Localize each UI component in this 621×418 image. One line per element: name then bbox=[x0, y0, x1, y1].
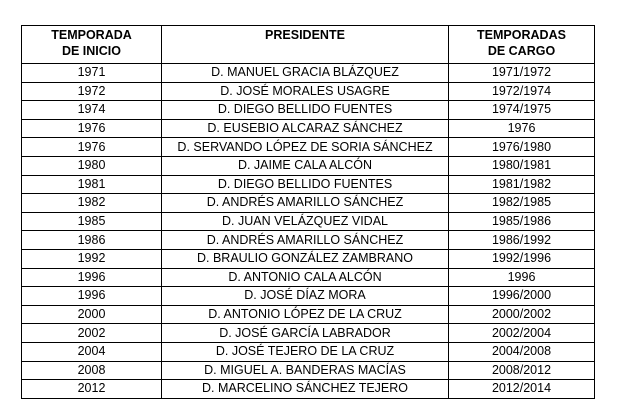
header-line: TEMPORADAS bbox=[477, 28, 566, 42]
cell-temporada-inicio: 2008 bbox=[22, 361, 162, 380]
cell-temporadas-cargo: 1971/1972 bbox=[449, 64, 595, 83]
cell-presidente: D. JAIME CALA ALCÓN bbox=[162, 156, 449, 175]
table-row bbox=[22, 342, 595, 361]
cell-temporadas-cargo: 1996 bbox=[449, 268, 595, 287]
table-row bbox=[22, 138, 595, 157]
table-row bbox=[22, 156, 595, 175]
header-presidente bbox=[162, 26, 449, 64]
cell-presidente: D. MIGUEL A. BANDERAS MACÍAS bbox=[162, 361, 449, 380]
cell-temporada-inicio: 1974 bbox=[22, 101, 162, 120]
cell-temporadas-cargo: 1981/1982 bbox=[449, 175, 595, 194]
table-row bbox=[22, 64, 595, 83]
cell-presidente: D. EUSEBIO ALCARAZ SÁNCHEZ bbox=[162, 119, 449, 138]
cell-presidente: D. ANTONIO LÓPEZ DE LA CRUZ bbox=[162, 305, 449, 324]
cell-temporadas-cargo: 1974/1975 bbox=[449, 101, 595, 120]
cell-temporada-inicio: 2012 bbox=[22, 380, 162, 399]
cell-temporada-inicio: 1996 bbox=[22, 287, 162, 306]
cell-temporadas-cargo: 1992/1996 bbox=[449, 249, 595, 268]
cell-temporada-inicio: 1972 bbox=[22, 82, 162, 101]
cell-presidente: D. BRAULIO GONZÁLEZ ZAMBRANO bbox=[162, 249, 449, 268]
table-row bbox=[22, 361, 595, 380]
cell-temporada-inicio: 2000 bbox=[22, 305, 162, 324]
cell-presidente: D. DIEGO BELLIDO FUENTES bbox=[162, 101, 449, 120]
cell-temporadas-cargo: 1982/1985 bbox=[449, 194, 595, 213]
cell-temporada-inicio: 1980 bbox=[22, 156, 162, 175]
table-row bbox=[22, 175, 595, 194]
header-line: TEMPORADA bbox=[51, 28, 132, 42]
cell-temporada-inicio: 1986 bbox=[22, 231, 162, 250]
table-row bbox=[22, 119, 595, 138]
cell-presidente: D. ANDRÉS AMARILLO SÁNCHEZ bbox=[162, 231, 449, 250]
cell-presidente: D. DIEGO BELLIDO FUENTES bbox=[162, 175, 449, 194]
cell-temporadas-cargo: 2002/2004 bbox=[449, 324, 595, 343]
cell-presidente: D. JUAN VELÁZQUEZ VIDAL bbox=[162, 212, 449, 231]
table-row bbox=[22, 82, 595, 101]
header-line: PRESIDENTE bbox=[265, 28, 345, 42]
cell-temporada-inicio: 2004 bbox=[22, 342, 162, 361]
presidents-table bbox=[21, 25, 595, 399]
table-row bbox=[22, 380, 595, 399]
table-body bbox=[22, 64, 595, 399]
header-temporada-de-inicio bbox=[22, 26, 162, 64]
cell-temporadas-cargo: 1985/1986 bbox=[449, 212, 595, 231]
cell-presidente: D. JOSÉ MORALES USAGRE bbox=[162, 82, 449, 101]
table-row bbox=[22, 231, 595, 250]
table-row bbox=[22, 268, 595, 287]
cell-presidente: D. MARCELINO SÁNCHEZ TEJERO bbox=[162, 380, 449, 399]
cell-presidente: D. MANUEL GRACIA BLÁZQUEZ bbox=[162, 64, 449, 83]
cell-presidente: D. JOSÉ GARCÍA LABRADOR bbox=[162, 324, 449, 343]
cell-temporadas-cargo: 2000/2002 bbox=[449, 305, 595, 324]
table-row bbox=[22, 212, 595, 231]
cell-presidente: D. JOSÉ TEJERO DE LA CRUZ bbox=[162, 342, 449, 361]
cell-temporadas-cargo: 1976 bbox=[449, 119, 595, 138]
table-row bbox=[22, 194, 595, 213]
table-row bbox=[22, 249, 595, 268]
table-header bbox=[22, 26, 595, 64]
cell-temporada-inicio: 1976 bbox=[22, 138, 162, 157]
cell-temporadas-cargo: 2008/2012 bbox=[449, 361, 595, 380]
cell-temporada-inicio: 1985 bbox=[22, 212, 162, 231]
presidents-table-container bbox=[21, 25, 595, 399]
cell-temporadas-cargo: 2012/2014 bbox=[449, 380, 595, 399]
header-row bbox=[22, 26, 595, 64]
cell-presidente: D. JOSÉ DÍAZ MORA bbox=[162, 287, 449, 306]
cell-temporadas-cargo: 1996/2000 bbox=[449, 287, 595, 306]
cell-temporada-inicio: 2002 bbox=[22, 324, 162, 343]
cell-presidente: D. SERVANDO LÓPEZ DE SORIA SÁNCHEZ bbox=[162, 138, 449, 157]
cell-temporada-inicio: 1982 bbox=[22, 194, 162, 213]
table-row bbox=[22, 101, 595, 120]
cell-temporada-inicio: 1996 bbox=[22, 268, 162, 287]
table-row bbox=[22, 287, 595, 306]
cell-temporada-inicio: 1981 bbox=[22, 175, 162, 194]
table-row bbox=[22, 324, 595, 343]
cell-temporadas-cargo: 1986/1992 bbox=[449, 231, 595, 250]
header-line: DE CARGO bbox=[487, 44, 556, 58]
cell-presidente: D. ANDRÉS AMARILLO SÁNCHEZ bbox=[162, 194, 449, 213]
cell-temporada-inicio: 1971 bbox=[22, 64, 162, 83]
header-temporadas-de-cargo bbox=[449, 26, 595, 64]
cell-temporada-inicio: 1976 bbox=[22, 119, 162, 138]
cell-presidente: D. ANTONIO CALA ALCÓN bbox=[162, 268, 449, 287]
table-row bbox=[22, 305, 595, 324]
cell-temporadas-cargo: 2004/2008 bbox=[449, 342, 595, 361]
header-line: DE INICIO bbox=[61, 44, 122, 58]
cell-temporada-inicio: 1992 bbox=[22, 249, 162, 268]
cell-temporadas-cargo: 1980/1981 bbox=[449, 156, 595, 175]
cell-temporadas-cargo: 1972/1974 bbox=[449, 82, 595, 101]
cell-temporadas-cargo: 1976/1980 bbox=[449, 138, 595, 157]
